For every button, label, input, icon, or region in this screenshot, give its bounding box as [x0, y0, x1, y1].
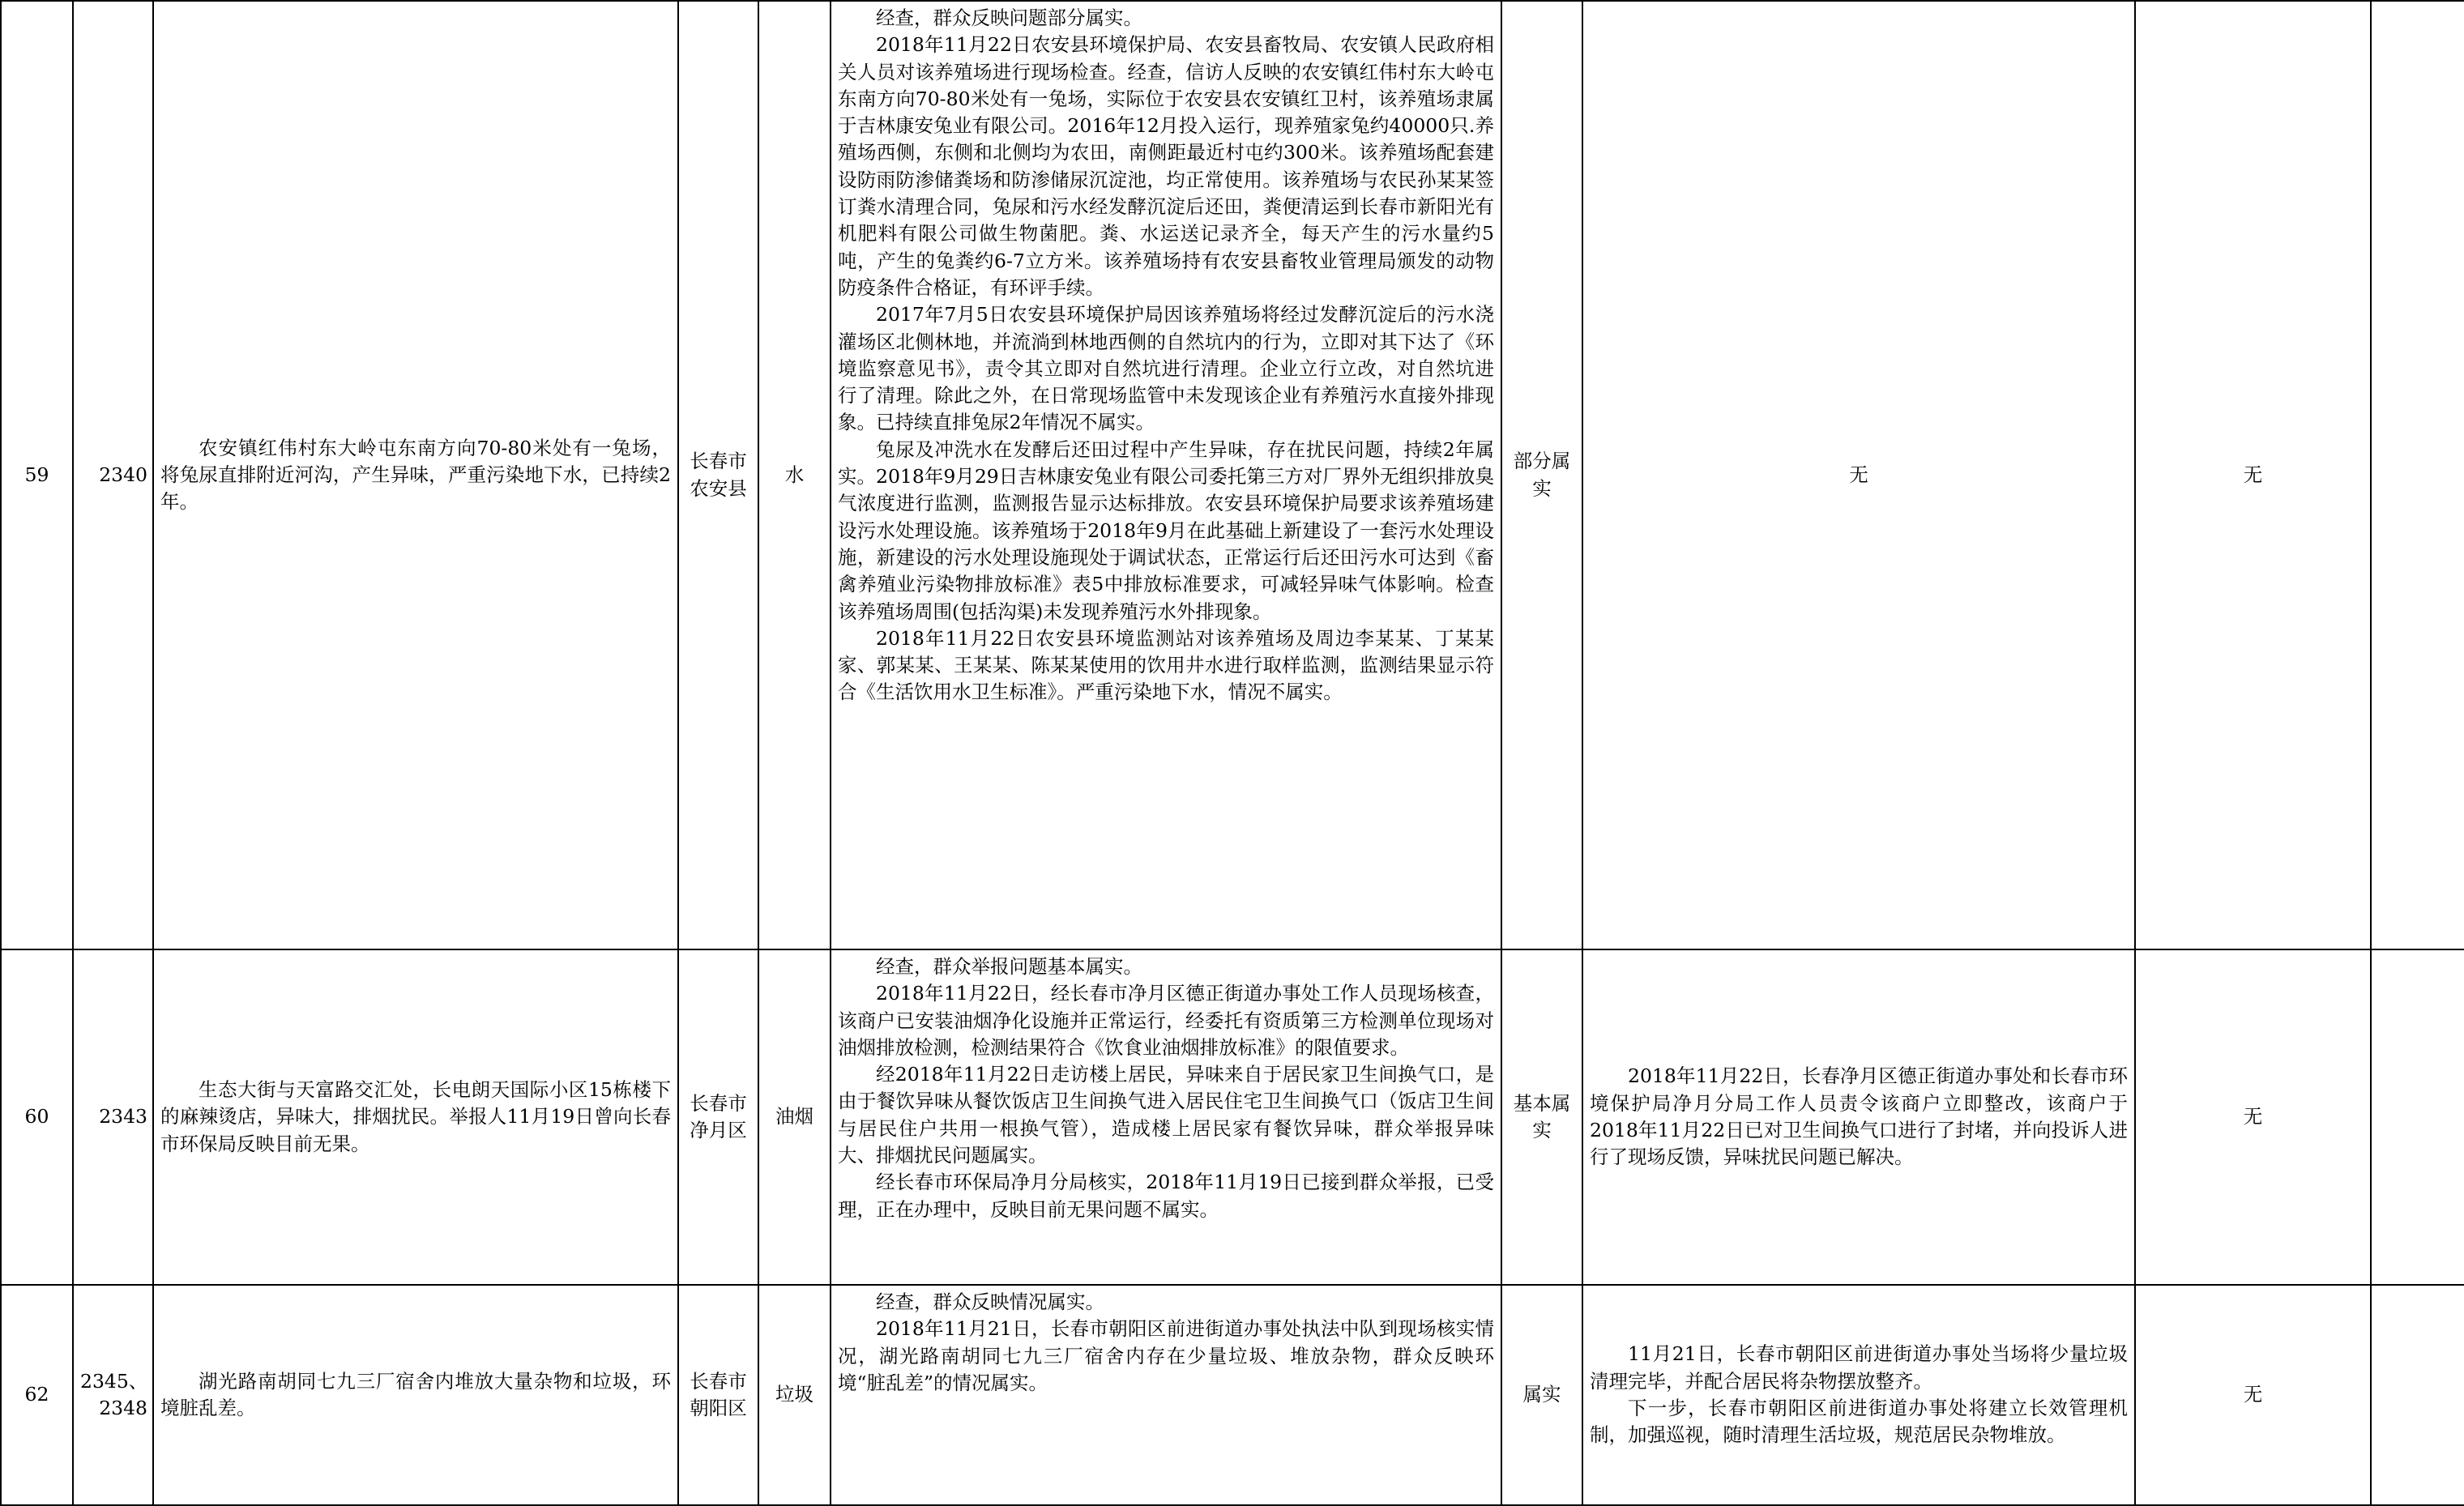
handling-paragraph: 11月21日，长春市朝阳区前进街道办事处当场将少量垃圾清理完毕，并配合居民将杂物摆放整齐。: [1590, 1342, 2128, 1393]
investigation-paragraph: 经查，群众反映问题部分属实。: [876, 6, 1142, 29]
verdict-cell: 部分属实: [1501, 1, 1582, 949]
remark-cell: [2371, 949, 2464, 1285]
row-seq: 59: [1, 1, 73, 949]
row-seq: 60: [1, 949, 73, 1285]
case-number: 2345、2348: [73, 1285, 153, 1505]
district-cell: 长春市朝阳区: [678, 1285, 758, 1505]
complaint-cell: [153, 949, 678, 1285]
case-number: 2343: [73, 949, 153, 1285]
handling-cell: [1582, 1285, 2135, 1505]
district-cell: 长春市农安县: [678, 1, 758, 949]
investigation-paragraph: 2018年11月21日，长春市朝阳区前进街道办事处执法中队到现场核实情况，湖光路南胡同七九三厂宿舍内存在少量垃圾、堆放杂物，群众反映环境“脏乱差”的情况属实。: [838, 1317, 1494, 1394]
investigation-paragraph: 经查，群众反映情况属实。: [876, 1291, 1104, 1313]
investigation-paragraph: 经2018年11月22日走访楼上居民，异味来自于居民家卫生间换气口，是由于餐饮异味从餐饮饭店卫生间换气进入居民住宅卫生间换气口（饭店卫生间与居民住户共用一根换气管），造成楼上居民家有餐饮异味，群众举报异味大、排烟扰民问题属实。: [838, 1063, 1494, 1167]
complaint-cell: [153, 1, 678, 949]
investigation-cell: [831, 1285, 1501, 1505]
complaint-cell: [153, 1285, 678, 1505]
remark-cell: [2371, 1, 2464, 949]
pollution-type: 油烟: [758, 949, 831, 1285]
verdict-cell: 属实: [1501, 1285, 1582, 1505]
investigation-paragraph: 2017年7月5日农安县环境保护局因该养殖场将经过发酵沉淀后的污水浇灌场区北侧林地，并流淌到林地西侧的自然坑内的行为，立即对其下达了《环境监察意见书》，责令其立即对自然坑进行清理。企业立行立改，对自然坑进行了清理。除此之外，在日常现场监管中未发现该企业有养殖污水直接外排现象。已持续直排兔尿2年情况不属实。: [838, 303, 1494, 434]
investigation-paragraph: 经长春市环保局净月分局核实，2018年11月19日已接到群众举报，已受理，正在办理中，反映目前无果问题不属实。: [838, 1171, 1494, 1221]
accountability-cell: 无: [2135, 949, 2371, 1285]
table-row: [1, 1, 2464, 949]
verdict-cell: 基本属实: [1501, 949, 1582, 1285]
handling-text: 无: [1849, 463, 1868, 486]
handling-paragraph: 2018年11月22日，长春净月区德正街道办事处和长春市环境保护局净月分局工作人员责令该商户立即整改，该商户于2018年11月22日已对卫生间换气口进行了封堵，并向投诉人进行了现场反馈，异味扰民问题已解决。: [1590, 1064, 2128, 1169]
table-row: [1, 949, 2464, 1285]
investigation-paragraph: 2018年11月22日农安县环境监测站对该养殖场及周边李某某、丁某某家、郭某某、王某某、陈某某使用的饮用井水进行取样监测，监测结果显示符合《生活饮用水卫生标准》。严重污染地下水，情况不属实。: [838, 626, 1494, 704]
complaint-text: 生态大街与天富路交汇处，长电朗天国际小区15栋楼下的麻辣烫店，异味大，排烟扰民。举报人11月19日曾向长春市环保局反映目前无果。: [160, 1078, 671, 1155]
accountability-cell: 无: [2135, 1, 2371, 949]
case-number: 2340: [73, 1, 153, 949]
complaint-text: 湖光路南胡同七九三厂宿舍内堆放大量杂物和垃圾，环境脏乱差。: [160, 1369, 671, 1419]
row-seq: 62: [1, 1285, 73, 1505]
investigation-paragraph: 经查，群众举报问题基本属实。: [876, 955, 1142, 978]
pollution-type: 水: [758, 1, 831, 949]
investigation-cell: [831, 1, 1501, 949]
investigation-paragraph: 2018年11月22日农安县环境保护局、农安县畜牧局、农安镇人民政府相关人员对该养殖场进行现场检查。经查，信访人反映的农安镇红伟村东大岭屯东南方向70-80米处有一兔场，实际位于农安县农安镇红卫村，该养殖场隶属于吉林康安兔业有限公司。2016年12月投入运行，现养殖家兔约40000只.养殖场西侧，东侧和北侧均为农田，南侧距最近村屯约300米。该养殖场配套建设防雨防渗储粪场和防渗储尿沉淀池，均正常使用。该养殖场与农民孙某某签订粪水清理合同，兔尿和污水经发酵沉淀后还田，粪便清运到长春市新阳光有机肥料有限公司做生物菌肥。粪、水运送记录齐全，每天产生的污水量约5吨，产生的兔粪约6-7立方米。该养殖场持有农安县畜牧业管理局颁发的动物防疫条件合格证，有环评手续。: [838, 33, 1494, 299]
district-cell: 长春市净月区: [678, 949, 758, 1285]
remark-cell: [2371, 1285, 2464, 1505]
investigation-paragraph: 兔尿及冲洗水在发酵后还田过程中产生异味，存在扰民问题，持续2年属实。2018年9月29日吉林康安兔业有限公司委托第三方对厂界外无组织排放臭气浓度进行监测，监测报告显示达标排放。农安县环境保护局要求该养殖场建设污水处理设施。该养殖场于2018年9月在此基础上新建设了一套污水处理设施，新建设的污水处理设施现处于调试状态，正常运行后还田污水可达到《畜禽养殖业污染物排放标准》表5中排放标准要求，可减轻异味气体影响。检查该养殖场周围(包括沟渠)未发现养殖污水外排现象。: [838, 437, 1494, 623]
handling-paragraph: 下一步，长春市朝阳区前进街道办事处将建立长效管理机制，加强巡视，随时清理生活垃圾，规范居民杂物堆放。: [1590, 1397, 2128, 1447]
handling-cell: [1582, 1, 2135, 949]
handling-cell: [1582, 949, 2135, 1285]
investigation-paragraph: 2018年11月22日，经长春市净月区德正街道办事处工作人员现场核查，该商户已安装油烟净化设施并正常运行，经委托有资质第三方检测单位现场对油烟排放检测，检测结果符合《饮食业油烟排放标准》的限值要求。: [838, 982, 1494, 1059]
table-row: [1, 1285, 2464, 1505]
pollution-type: 垃圾: [758, 1285, 831, 1505]
complaint-text: 农安镇红伟村东大岭屯东南方向70-80米处有一兔场，将兔尿直排附近河沟，产生异味，严重污染地下水，已持续2年。: [160, 436, 671, 514]
investigation-cell: [831, 949, 1501, 1285]
accountability-cell: 无: [2135, 1285, 2371, 1505]
